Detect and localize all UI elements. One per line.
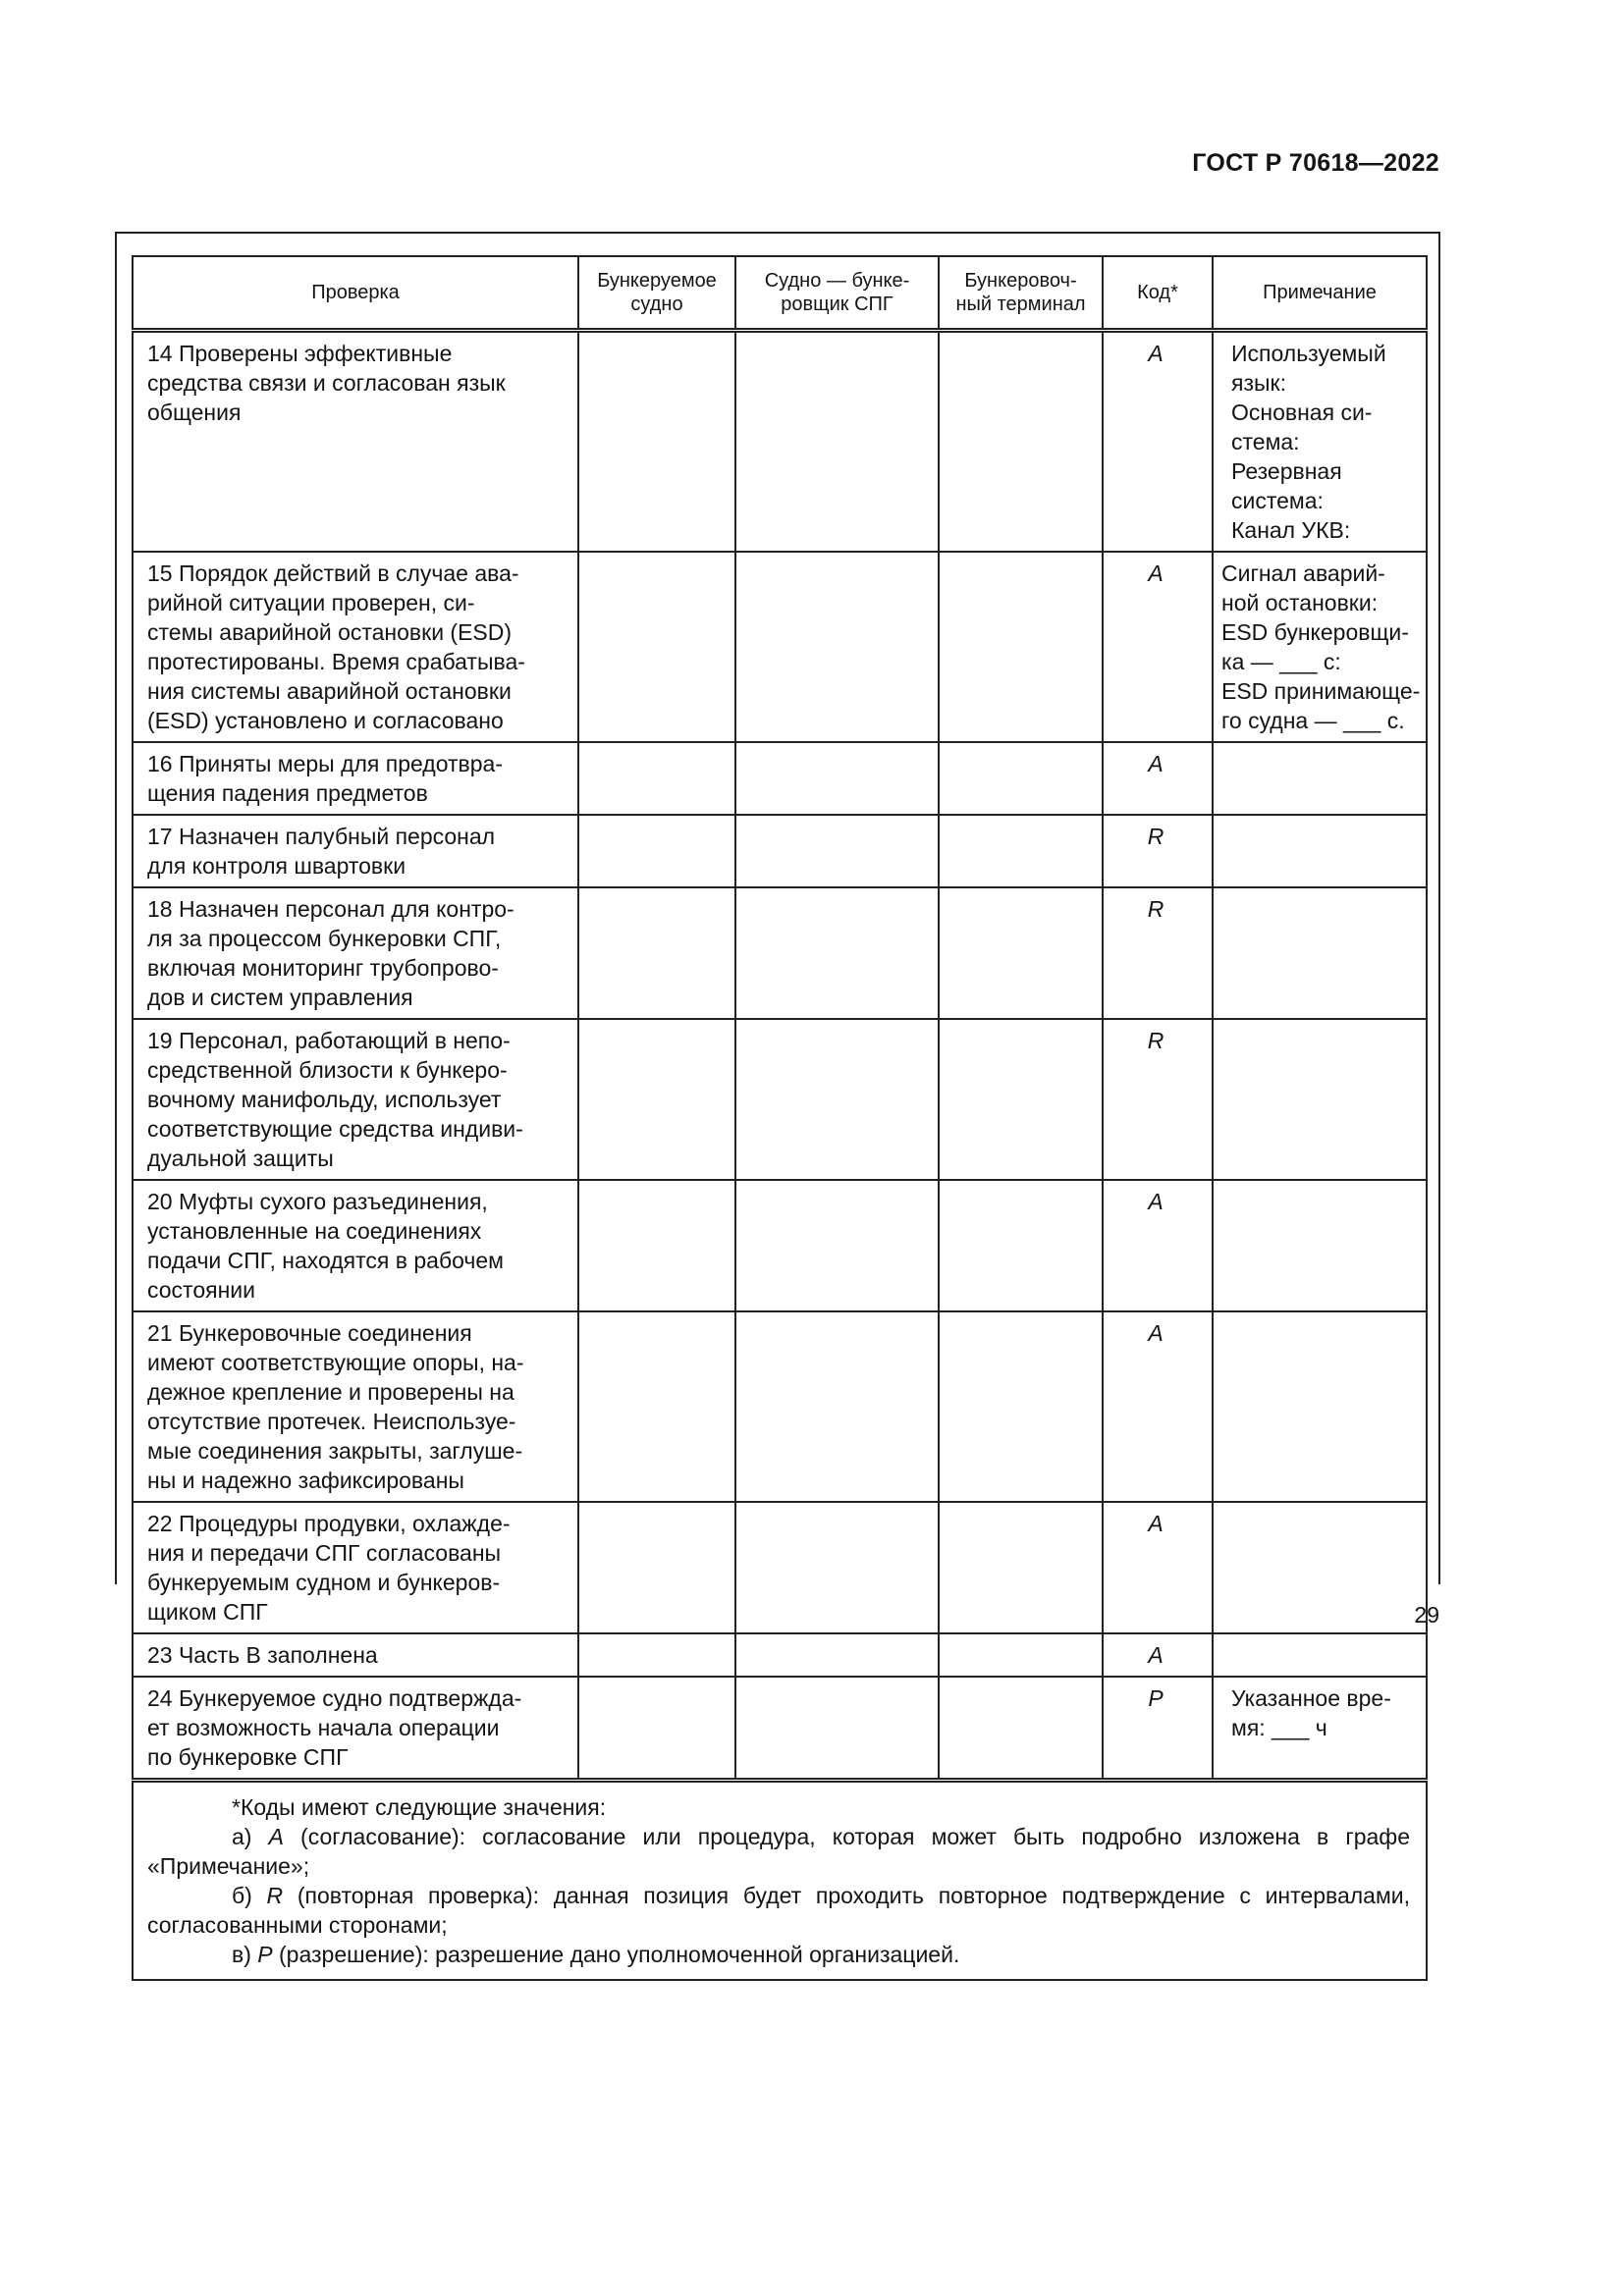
check-item: 22 Процедуры продувки, охлажде- ния и передачи СПГ согласованы бункеруемым судном и бункеров- щиком СПГ — [133, 1502, 578, 1633]
checklist-table — [132, 255, 1428, 1981]
bunkered-vessel-cell — [578, 742, 735, 815]
legend-item-b: б) R (повторная проверка): данная позиция будет проходить повторное подтверждение с интервалами, согласованными сторонами; — [147, 1883, 1411, 1938]
code-cell: R — [1103, 887, 1213, 1019]
note-cell — [1213, 742, 1427, 815]
table-row — [133, 1677, 1427, 1781]
note-cell — [1213, 815, 1427, 887]
bunker-terminal-cell — [939, 1311, 1103, 1502]
bunker-vessel-cell — [735, 815, 939, 887]
bunker-terminal-cell — [939, 742, 1103, 815]
table-row — [133, 887, 1427, 1019]
column-header-check: Проверка — [133, 256, 578, 331]
column-header-note: Примечание — [1213, 256, 1427, 331]
code-cell: A — [1103, 552, 1213, 742]
bunker-vessel-cell — [735, 1180, 939, 1311]
bunkered-vessel-cell — [578, 1180, 735, 1311]
code-cell: A — [1103, 1502, 1213, 1633]
check-item: 18 Назначен персонал для контро- ля за процессом бункеровки СПГ, включая мониторинг трубопрово- дов и систем управления — [133, 887, 578, 1019]
note-cell — [1213, 1633, 1427, 1677]
code-cell: R — [1103, 1019, 1213, 1180]
note-cell — [1213, 887, 1427, 1019]
check-item: 23 Часть В заполнена — [133, 1633, 578, 1677]
check-item: 16 Приняты меры для предотвра- щения падения предметов — [133, 742, 578, 815]
check-item: 15 Порядок действий в случае ава- рийной ситуации проверен, си- стемы аварийной остановки (ESD) протестированы. Время срабатыва- ния системы аварийной остановки (ESD) установлено и согласовано — [133, 552, 578, 742]
table-row — [133, 331, 1427, 553]
note-cell: Используемый язык: Основная си- стема: Резервная система: Канал УКВ: — [1213, 331, 1427, 553]
code-cell: A — [1103, 1180, 1213, 1311]
table-row — [133, 815, 1427, 887]
bunker-vessel-cell — [735, 742, 939, 815]
legend-code-a: A — [268, 1824, 284, 1849]
bunker-terminal-cell — [939, 331, 1103, 553]
code-cell: A — [1103, 1633, 1213, 1677]
table-row — [133, 1311, 1427, 1502]
note-cell — [1213, 1502, 1427, 1633]
note-cell — [1213, 1180, 1427, 1311]
bunker-terminal-cell — [939, 1019, 1103, 1180]
note-cell: Сигнал аварий- ной остановки: ESD бункеровщи- ка — ___ с: ESD принимающе- го судна — ___ с. — [1213, 552, 1427, 742]
table-header-row — [133, 256, 1427, 331]
bunkered-vessel-cell — [578, 815, 735, 887]
page-number: 29 — [1414, 1602, 1439, 1628]
bunkered-vessel-cell — [578, 887, 735, 1019]
table-row — [133, 1633, 1427, 1677]
code-cell: P — [1103, 1677, 1213, 1781]
bunker-vessel-cell — [735, 887, 939, 1019]
column-header-bunker-terminal: Бункеровоч- ный терминал — [939, 256, 1103, 331]
note-cell — [1213, 1311, 1427, 1502]
check-item: 14 Проверены эффективные средства связи и согласован язык общения — [133, 331, 578, 553]
column-header-bunker-vessel: Судно — бунке- ровщик СПГ — [735, 256, 939, 331]
bunkered-vessel-cell — [578, 1019, 735, 1180]
code-cell: A — [1103, 742, 1213, 815]
bunker-vessel-cell — [735, 1311, 939, 1502]
bunker-terminal-cell — [939, 1180, 1103, 1311]
bunker-vessel-cell — [735, 552, 939, 742]
bunker-vessel-cell — [735, 331, 939, 553]
bunker-vessel-cell — [735, 1019, 939, 1180]
bunker-vessel-cell — [735, 1502, 939, 1633]
legend-row — [133, 1781, 1427, 1981]
bunker-vessel-cell — [735, 1677, 939, 1781]
code-cell: R — [1103, 815, 1213, 887]
legend-item-c: в) P (разрешение): разрешение дано уполномоченной организацией. — [232, 1942, 960, 1967]
column-header-code: Код* — [1103, 256, 1213, 331]
column-header-bunkered-vessel: Бункеруемое судно — [578, 256, 735, 331]
table-row — [133, 552, 1427, 742]
legend-intro: *Коды имеют следующие значения: — [232, 1794, 607, 1820]
bunkered-vessel-cell — [578, 1633, 735, 1677]
table-row — [133, 742, 1427, 815]
table-row — [133, 1019, 1427, 1180]
check-item: 24 Бункеруемое судно подтвержда- ет возможность начала операции по бункеровке СПГ — [133, 1677, 578, 1781]
legend-code-c: P — [257, 1942, 273, 1967]
bunker-terminal-cell — [939, 1502, 1103, 1633]
check-item: 19 Персонал, работающий в непо- средственной близости к бункеро- вочному манифольду, использует соответствующие средства индиви- дуальной защиты — [133, 1019, 578, 1180]
document-id: ГОСТ Р 70618—2022 — [1192, 149, 1439, 177]
legend-item-a: а) A (согласование): согласование или процедура, которая может быть подробно изложена в графе «Примечание»; — [147, 1824, 1411, 1879]
bunker-terminal-cell — [939, 1677, 1103, 1781]
code-cell: A — [1103, 331, 1213, 553]
bunker-terminal-cell — [939, 1633, 1103, 1677]
bunkered-vessel-cell — [578, 1677, 735, 1781]
legend-code-b: R — [266, 1883, 284, 1908]
bunkered-vessel-cell — [578, 1502, 735, 1633]
table-row — [133, 1502, 1427, 1633]
bunkered-vessel-cell — [578, 552, 735, 742]
code-legend — [133, 1781, 1427, 1981]
bunkered-vessel-cell — [578, 331, 735, 553]
note-cell: Указанное вре- мя: ___ ч — [1213, 1677, 1427, 1781]
check-item: 17 Назначен палубный персонал для контроля швартовки — [133, 815, 578, 887]
code-cell: A — [1103, 1311, 1213, 1502]
table-row — [133, 1180, 1427, 1311]
bunkered-vessel-cell — [578, 1311, 735, 1502]
bunker-vessel-cell — [735, 1633, 939, 1677]
bunker-terminal-cell — [939, 815, 1103, 887]
check-item: 21 Бункеровочные соединения имеют соответствующие опоры, на- дежное крепление и проверены на отсутствие протечек. Неиспользуе- мые соединения закрыты, заглуше- ны и надежно зафиксированы — [133, 1311, 578, 1502]
check-item: 20 Муфты сухого разъединения, установленные на соединениях подачи СПГ, находятся в рабочем состоянии — [133, 1180, 578, 1311]
bunker-terminal-cell — [939, 887, 1103, 1019]
bunker-terminal-cell — [939, 552, 1103, 742]
note-cell — [1213, 1019, 1427, 1180]
